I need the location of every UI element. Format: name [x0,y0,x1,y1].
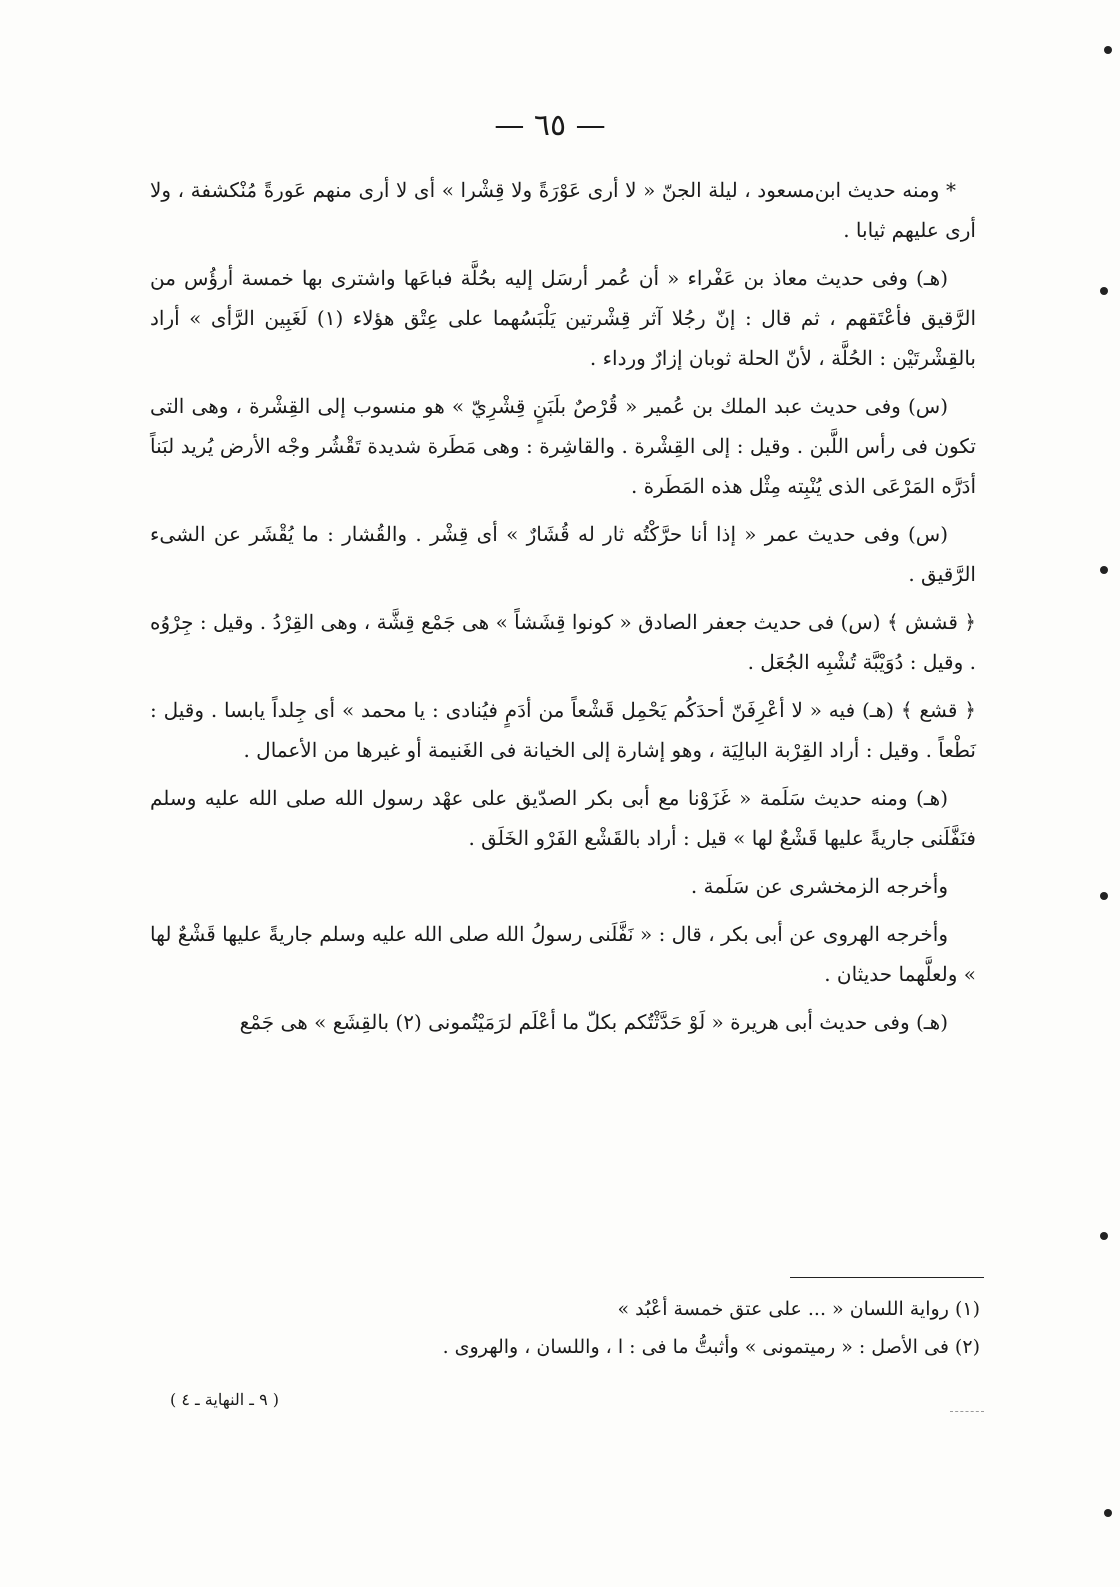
scan-dot [1104,46,1112,54]
headword-paragraph-qashsh: ﴿ قشش ﴾ (س) فى حديث جعفر الصادق « كونوا قِشَشاً » هى جَمْع قِشَّة ، وهى القِرْدُ . وقيل : جِرْوُه . وقيل : دُوَيْبَّة تُشْبِه الجُعَل . [150,610,977,674]
entry-paragraph: (هـ) وفى حديث أبى هريرة « لَوْ حَدَّثْتُكم بكلّ ما أعْلَم لرَمَيْتُمونى (٢) بالقِشَع » هى جَمْع [239,1010,948,1034]
scan-dot [1104,1509,1112,1517]
footnote-1: (١) رواية اللسان « ... على عتق خمسة أعْبُد » [617,1298,980,1320]
entry-paragraph: * ومنه حديث ابن‌مسعود ، ليلة الجنّ « لا أرى عَوْرَةً ولا قِشْرا » أى لا أرى منهم عَورةً مُنْكشفة ، ولا أرى عليهم ثيابا . [150,178,976,242]
footnotes [300,1290,980,1366]
headword-paragraph-qash: ﴿ قشع ﴾ (هـ) فيه « لا أعْرِفَنّ أحدَكُم يَحْمِل قَشْعاً من أدَمٍ فيُنادى : يا محمد » أى جِلداً يابسا . وقيل : نَطْعاً . وقيل : أراد القِرْبة البالِيَة ، وهو إشارة إلى الخيانة فى الغَنيمة أو غيرها من الأعمال . [150,698,976,762]
scan-dot [1100,892,1108,900]
scan-dot [1100,287,1108,295]
entry-paragraph: وأخرجه الزمخشرى عن سَلَمة . [690,874,948,898]
entry-paragraph: وأخرجه الهروى عن أبى بكر ، قال : « نَفَّلَنى رسولُ الله صلى الله عليه وسلم جاريةً عليها قَشْعٌ لها » ولعلَّهما حديثان . [150,922,976,986]
entry-paragraph: (هـ) ومنه حديث سَلَمة « غَزَوْنا مع أبى بكر الصدّيق على عهْد رسول الله صلى الله عليه وسلم فنَفَّلَنى جاريةً عليها قَشْعٌ لها » قيل : أراد بالقَشْع الفَرْو الخَلَق . [150,786,976,850]
page-number: — ٦٥ — [494,108,606,143]
footnote-2: (٢) فى الأصل : « رميتمونى » وأثبتُّ ما فى : ا ، واللسان ، والهروى . [442,1336,980,1358]
entry-paragraph: (س) وفى حديث عمر « إذا أنا حرَّكْتُه ثار له قُشَارٌ » أى قِشْر . والقُشار : ما يُقْشَر عن الشىء الرَّقيق . [150,522,976,586]
body-text [150,170,976,1050]
scan-dot [1100,1232,1108,1240]
scan-dot [1100,566,1108,574]
scan-artifact [950,1411,984,1412]
entry-paragraph: (هـ) وفى حديث معاذ بن عَفْراء « أن عُمر أرسَل إليه بحُلَّة فباعَها واشترى بها خمسة أرؤُس من الرَّقيق فأعْتَقهم ، ثم قال : إنّ رجُلا آثر قِشْرتين يَلْبَسُهما على عِتْق هؤلاء (١) لَغَبِين الرَّأى » أراد بالقِشْرتَيْن : الحُلَّة ، لأنّ الحلة ثوبان إزارٌ ورداء . [150,266,976,370]
signature-mark: ( ٩ ـ النهاية ـ ٤ ) [170,1390,279,1409]
entry-paragraph: (س) وفى حديث عبد الملك بن عُمير « قُرْصٌ بلَبَنٍ قِشْرِيّ » هو منسوب إلى القِشْرة ، وهى التى تكون فى رأس اللَّبن . وقيل : إلى القِشْرة . والقاشِرة : وهى مَطَرة شديدة تَقْشُر وجْه الأرض يُريد لبَناً أدَرَّه المَرْعَى الذى يُنْبِته مِثْل هذه المَطَرة . [150,394,976,498]
footnote-separator [790,1277,984,1278]
